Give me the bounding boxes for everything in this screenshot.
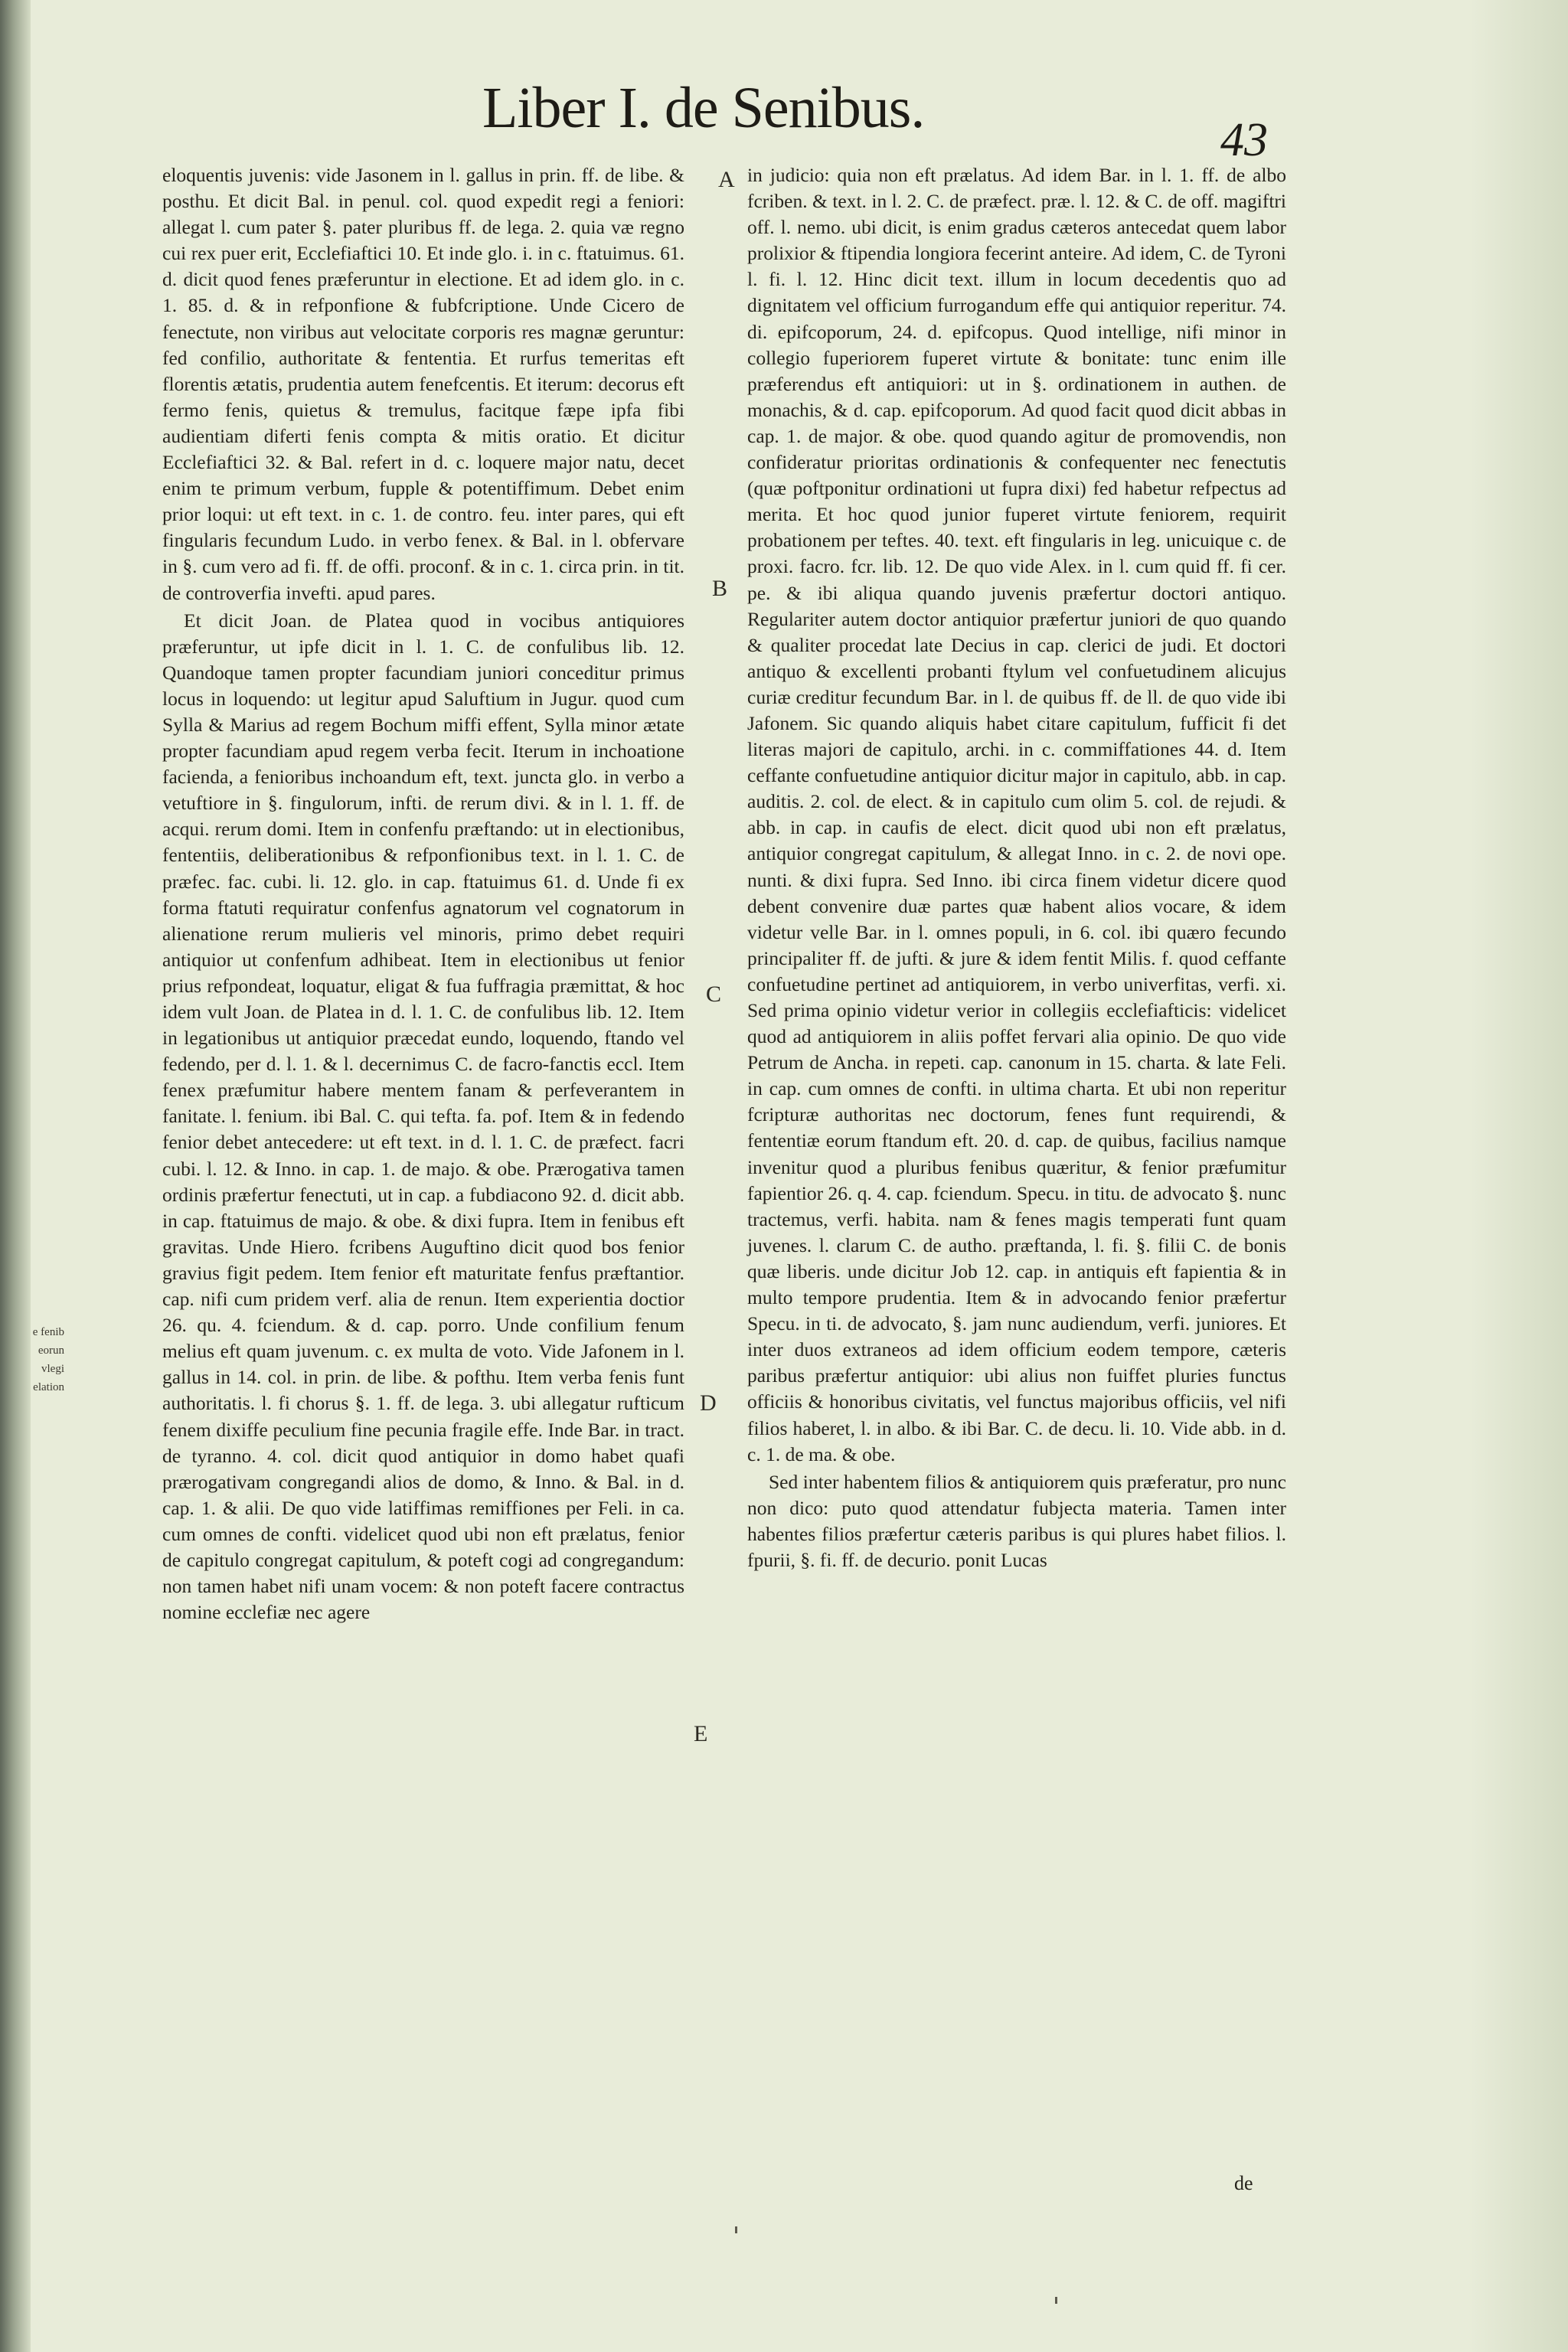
paragraph: Sed inter habentem filios & antiquiorem quis præferatur, pro nunc non dico: puto quod attendatur fubjecta materia. Tamen inter habentes filios præfertur cæteris paribus is qui plures habet filios. l. fpurii, §. fi. ff. de decurio. ponit Lucas [747,1470,1286,1571]
margin-letter-a: A [718,167,735,192]
margin-letter-c: C [706,982,722,1007]
gutter-note: e fenib [32,1326,64,1338]
gutter-note: elation [33,1381,64,1393]
gutter-marginalia [0,1323,64,1396]
page-edge-shading [1468,0,1568,2352]
paragraph: in judicio: quia non eft prælatus. Ad idem Bar. in l. 1. ff. de albo fcriben. & text. in l. 2. C. de præfect. præ. l. 12. & C. de off. magiftri off. l. nemo. ubi dicit, is enim gradus cæteros antecedat quem labor prolixior & ftipendia longiora fecerint anteire. Ad idem, C. de Tyroni l. fi. l. 12. Hinc dicit text. illum in locum decedentis quo ad dignitatem vel officium furrogandum effe qui antiquior reperitur. 74. di. epifcoporum, 24. d. epifcopus. Quod intellige, nifi minor in collegio fuperiorem fuperet virtute & bonitate: tunc enim ille præferendus eft antiquiori: ut in §. ordinationem in authen. de monachis, & d. cap. epifcoporum. Ad quod facit quod dicit abbas in cap. 1. de major. & obe. quod quando agitur de promovendis, non confideratur prioritas ordinationis & confequenter nec fenectutis (quæ poftponitur ordinationi ut fupra dixi) fed habetur refpectus ad merita. Et hoc quod junior fuperet virtute feniorem, requirit probationem per teftes. 40. text. eft fingularis in leg. unicuique c. de proxi. facro. fcr. lib. 12. De quo vide Alex. in l. cum quid ff. fi cer. pe. & ibi aliqua quando juvenis præfertur doctori antiquo. Regulariter autem doctor antiquior præfertur juniori de quo quando & qualiter procedat late Decius in cap. clerici de judi. Et doctori antiquo & excellenti probanti ftylum vel confuetudinem alicujus curiæ creditur fecundum Bar. in l. de quibus ff. de ll. de quo vide ibi Jafonem. Sic quando aliquis habet citare capitulum, fufficit fi det literas majori de capitulo, archi. in c. commiffationes 44. d. Item ceffante confuetudine antiquior dicitur major in capitulo, abb. in cap. auditis. 2. col. de elect. & in capitulo cum olim 5. col. de rejudi. & abb. in cap. in caufis de elect. dicit quod ubi non eft prælatus, antiquior congregat capitulum, & allegat Inno. in c. 2. de novi ope. nunti. & dixi fupra. Sed Inno. ibi circa finem videtur dicere quod debent convenire duæ partes quæ habent alios vocare, & idem videtur velle Bar. in l. omnes populi, in 6. col. ibi quæro fecundo principaliter ff. de jufti. & jure & idem fentit Milis. f. quod ceffante confuetudine pertinet ad antiquiorem, in verbo univerfitas, verfi. xi. Sed prima opinio videtur verior in collegiis ecclefiafticis: videlicet quod ad antiquiorem in aliis poffet fervari alia opinio. De quo vide Petrum de Ancha. in repeti. cap. canonum in 15. charta. & late Feli. in cap. cum omnes de confti. in ultima charta. Et ubi non reperitur fcripturæ authoritas nec doctorum, fenes funt requirendi, & fententiæ eorum ftandum eft. 20. d. cap. de quibus, facilius namque invenitur quod a pluribus fenibus quæritur, & fenior præfumitur fapientior 26. q. 4. cap. fciendum. Specu. in titu. de advocato §. nunc tractemus, verfi. habita. nam & fenes magis temperati funt quam juvenes. l. clarum C. de autho. præftanda, l. fi. §. filii C. de bonis quæ liberis. unde dicitur Job 12. cap. in antiquis eft fapientia & in multo tempore prudentia. Item & in advocando fenior præfertur Specu. in ti. de advocato, §. jam nunc audiendum, verfi. juniores. Et inter duos extraneos ad idem officium eodem tempore, cæteris paribus præfertur antiquior: ubi alius non fuiffet pluries functus officiis & honoribus civitatis, vel functus majoribus officiis, vel nifi filios haberet, l. in albo. & ibi Bar. C. de decu. li. 10. Vide abb. in d. c. 1. de ma. & obe. [747,164,1286,1465]
paragraph: Et dicit Joan. de Platea quod in vocibus antiquiores præferuntur, ut ipfe dicit in l. 1. C. de confulibus lib. 12. Quandoque tamen propter facundiam juniori conceditur primus locus in loquendo: ut legitur apud Saluftium in Jugur. quod cum Sylla & Marius ad regem Bochum miffi effent, Sylla minor ætate propter facundiam apud regem verba fecit. Iterum in inchoatione facienda, a fenioribus inchoandum eft, text. juncta glo. in verbo a vetuftiore in §. fingulorum, infti. de rerum divi. & in l. 1. ff. de acqui. rerum domi. Item in confenfu præftando: ut in electionibus, fententiis, deliberationibus & refponfionibus text. in l. 1. C. de præfec. fac. cubi. li. 12. glo. in cap. ftatuimus 61. d. Unde fi ex forma ftatuti requiratur confenfus agnatorum vel cognatorum in alienatione rerum mulieris vel minoris, primo debet requiri antiquior ut confenfum adhibeat. Item in electionibus ut fenior prius refpondeat, loquatur, eligat & fua fuffragia præmittat, & hoc idem vult Joan. de Platea in d. l. 1. C. de confulibus lib. 12. Item in legationibus ut antiquior præcedat eundo, loquendo, ftando vel fedendo, per d. l. 1. & l. decernimus C. de facro-fanctis eccl. Item fenex præfumitur habere mentem fanam & perfeverantem in fanitate. l. fenium. ibi Bal. C. qui tefta. fa. pof. Item & in fedendo fenior debet antecedere: ut eft text. in d. l. 1. C. de præfect. facri cubi. l. 12. & Inno. in cap. 1. de majo. & obe. Prærogativa tamen ordinis præfertur fenectuti, ut in cap. a fubdiacono 92. d. dicit abb. in cap. ftatuimus de majo. & obe. & dixi fupra. Item in fenibus eft gravitas. Unde Hiero. fcribens Auguftino dicit quod bos fenior gravius figit pedem. Item fenior eft maturitate fenfus præftantior. cap. nifi cum pridem verf. alia de renun. Item experientia doctior 26. qu. 4. fciendum. & d. cap. porro. Unde confilium fenum melius eft quam juvenum. c. ex multa de voto. Vide Jafonem in l. gallus in 14. col. in prin. de libe. & pofthu. Item verba fenis funt authoritatis. l. fi chorus §. 1. ff. de lega. 3. ubi allegatur rufticum fenem dixiffe peculium fine pecunia fragile effe. Inde Bar. in tract. de tyranno. 4. col. dicit quod antiquior in domo habet quafi prærogativam congregandi alios de domo, & Inno. & Bal. in d. cap. 1. & alii. De quo vide latiffimas remiffiones per Feli. in ca. cum omnes de confti. videlicet quod ubi non eft prælatus, fenior de capitulo congregat capitulum, & poteft cogi ad congregandum: non tamen habet nifi unam vocem: & non poteft facere contractus nomine ecclefiæ nec agere [162,609,684,1624]
margin-letter-e: E [694,1721,708,1746]
page-number: 43 [1220,114,1268,166]
right-column [747,162,1286,1575]
gutter-note: eorun [38,1344,64,1357]
paper-speck [1055,2297,1057,2304]
paper-speck [735,2226,737,2233]
paragraph: eloquentis juvenis: vide Jasonem in l. gallus in prin. ff. de libe. & posthu. Et dicit Bal. in penul. col. quod expedit regi a feniori: allegat l. cum pater §. pater pluribus ff. de lega. 2. quia væ regno cui rex puer erit, Ecclefiaftici 10. Et inde glo. i. in c. ftatuimus. 61. d. dicit quod fenes præferuntur in electione. Et ad idem glo. in c. 1. 85. d. & in refponfione & fubfcriptione. Unde Cicero de fenectute, non viribus aut velocitate corporis res magnæ geruntur: fed confilio, authoritate & fententia. Et rurfus temeritas eft florentis ætatis, prudentia autem fenefcentis. Et iterum: decorus eft fermo fenis, quietus & tremulus, facitque fæpe ipfa fibi audientiam diferti fenis compta & mitis oratio. Et dicitur Ecclefiaftici 32. & Bal. refert in d. c. loquere major natu, decet enim te primum verbum, fupple & potentiffimum. Debet enim prior loqui: ut eft text. in c. 1. de contro. feu. inter pares, qui eft fingularis fecundum Ludo. in verbo fenex. & Bal. in l. obfervare in §. cum vero ad fi. ff. de offi. proconf. & in c. 1. circa prin. in tit. de controverfia invefti. apud pares. [162,164,684,604]
binding-gutter [0,0,31,2352]
running-title: Liber I. de Senibus. [482,76,925,140]
left-column [162,162,684,1627]
catchword: de [1234,2172,1253,2194]
gutter-note: vlegi [41,1363,64,1375]
margin-letter-d: D [700,1390,717,1416]
margin-letter-b: B [712,576,728,601]
